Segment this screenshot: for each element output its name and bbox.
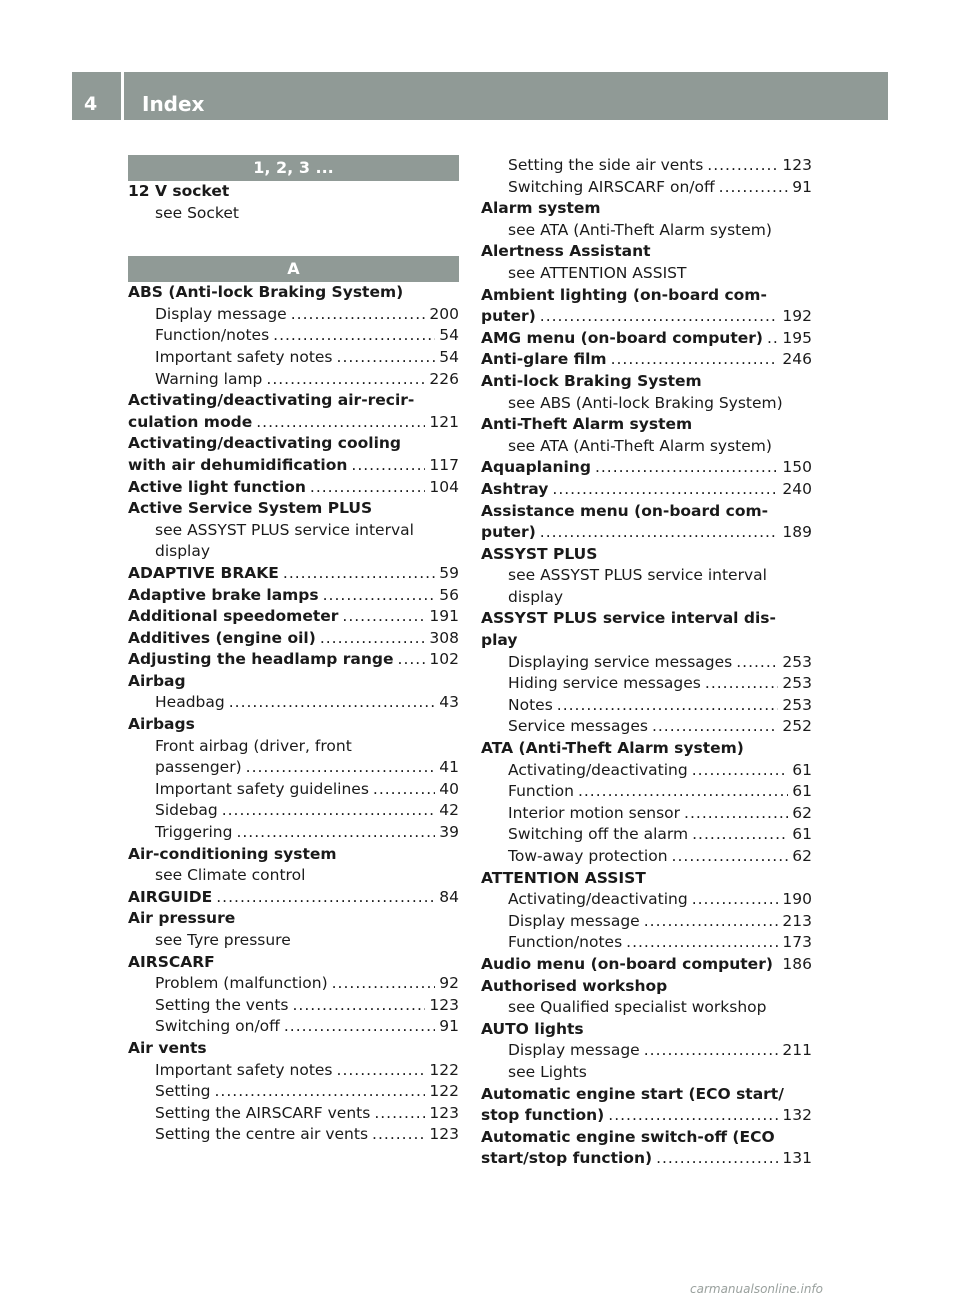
page-reference[interactable]: 61	[792, 782, 812, 801]
subentry-label: Setting the AIRSCARF vents	[155, 1103, 371, 1122]
index-subentry	[481, 565, 812, 587]
dot-leader	[373, 779, 435, 801]
index-subentry	[481, 1062, 812, 1084]
index-subentry	[481, 436, 812, 458]
index-entry	[481, 738, 812, 760]
entry-label: puter)	[481, 307, 536, 326]
index-column-right	[481, 155, 812, 1170]
index-entry	[481, 608, 812, 630]
entry-label: Air vents	[128, 1038, 207, 1057]
index-subentry	[128, 304, 459, 326]
subentry-label: Notes	[508, 695, 553, 714]
index-entry	[481, 241, 812, 263]
index-entry	[128, 844, 459, 866]
index-entry	[128, 585, 459, 607]
index-subentry	[481, 673, 812, 695]
section-heading: A	[128, 256, 459, 282]
page-reference[interactable]: 308	[429, 628, 459, 647]
index-subentry	[481, 846, 812, 868]
dot-leader	[310, 477, 426, 499]
subentry-label: see Qualified specialist workshop	[508, 998, 767, 1017]
index-subentry	[481, 263, 812, 285]
page-reference[interactable]: 195	[782, 328, 812, 347]
entry-label: ADAPTIVE BRAKE	[128, 563, 279, 582]
dot-leader	[644, 1040, 779, 1062]
subentry-label: Tow-away protection	[508, 847, 668, 865]
page-reference[interactable]: 39	[439, 823, 459, 842]
dot-leader	[216, 887, 435, 909]
subentry-label: Important safety notes	[155, 1060, 333, 1079]
subentry-label: Interior motion sensor	[508, 803, 681, 822]
subentry-label: see ASSYST PLUS service interval	[155, 520, 414, 539]
page-reference[interactable]: 191	[429, 607, 459, 626]
entry-label: Activating/deactivating air-recir-	[128, 391, 415, 410]
dot-leader	[552, 479, 778, 501]
entry-label: AIRSCARF	[128, 952, 215, 971]
page-header	[72, 72, 888, 120]
index-entry	[481, 1148, 812, 1170]
dot-leader	[656, 1148, 778, 1170]
index-subentry	[481, 1040, 812, 1062]
entry-label: Alarm system	[481, 199, 601, 218]
dot-leader	[256, 412, 425, 434]
subentry-label: see ATA (Anti-Theft Alarm system)	[508, 220, 772, 239]
subentry-label: see ASSYST PLUS service interval	[508, 566, 767, 585]
entry-label: Anti-lock Braking System	[481, 371, 702, 390]
page-reference[interactable]: 123	[429, 1103, 459, 1122]
page-reference[interactable]: 192	[782, 307, 812, 326]
dot-leader	[342, 606, 425, 628]
index-subentry	[128, 325, 459, 347]
dot-leader	[692, 889, 779, 911]
page-reference[interactable]: 42	[439, 801, 459, 820]
index-entry	[128, 563, 459, 585]
index-entry	[481, 349, 812, 371]
dot-leader	[332, 973, 436, 995]
page-reference[interactable]: 104	[429, 477, 459, 496]
entry-label: Authorised workshop	[481, 976, 668, 995]
index-entry	[481, 544, 812, 566]
index-subentry	[128, 1081, 459, 1103]
page-reference[interactable]: 252	[782, 717, 812, 736]
page-reference[interactable]: 91	[439, 1017, 459, 1036]
index-subentry	[128, 973, 459, 995]
index-entry	[128, 477, 459, 499]
dot-leader	[337, 1060, 426, 1082]
page-reference[interactable]: 150	[782, 458, 812, 477]
entry-label: Air-conditioning system	[128, 844, 337, 863]
subentry-label: Function/notes	[155, 326, 270, 345]
index-entry	[481, 1084, 812, 1106]
index-entry	[128, 181, 459, 203]
dot-leader	[626, 932, 778, 954]
subentry-label: Activating/deactivating	[508, 890, 688, 909]
index-subentry	[128, 736, 459, 758]
index-entry	[481, 479, 812, 501]
entry-label: Additives (engine oil)	[128, 628, 316, 647]
index-entry	[128, 282, 459, 304]
index-subentry	[128, 1060, 459, 1082]
index-subentry	[128, 1124, 459, 1146]
index-subentry	[481, 911, 812, 933]
page-reference[interactable]: 132	[782, 1106, 812, 1125]
index-subentry	[481, 695, 812, 717]
subentry-label: see Climate control	[155, 866, 306, 885]
entry-label: Assistance menu (on-board com-	[481, 501, 769, 520]
dot-leader	[705, 673, 779, 695]
index-subentry	[128, 757, 459, 779]
entry-label: Air pressure	[128, 909, 236, 928]
page-reference[interactable]: 62	[792, 847, 812, 865]
page-reference[interactable]: 61	[792, 760, 812, 779]
subentry-label: Activating/deactivating	[508, 760, 688, 779]
subentry-label: see ATA (Anti-Theft Alarm system)	[508, 436, 772, 455]
dot-leader	[540, 522, 779, 544]
dot-leader	[323, 585, 436, 607]
dot-leader	[672, 846, 789, 868]
entry-label: culation mode	[128, 412, 253, 431]
page-reference[interactable]: 253	[782, 652, 812, 671]
index-entry	[128, 433, 459, 455]
index-subentry	[481, 220, 812, 242]
page-reference[interactable]: 131	[782, 1149, 812, 1168]
entry-label: Audio menu (on-board computer)	[481, 954, 773, 973]
entry-label: Airbags	[128, 715, 195, 734]
subentry-label: Headbag	[155, 693, 225, 712]
index-subentry	[481, 932, 812, 954]
dot-leader	[398, 649, 426, 671]
index-subentry	[128, 203, 459, 225]
dot-leader	[284, 1016, 435, 1038]
subentry-label: Important safety notes	[155, 347, 333, 366]
dot-leader	[736, 652, 778, 674]
subentry-label: Displaying service messages	[508, 652, 733, 671]
subentry-label: see Tyre pressure	[155, 931, 291, 949]
index-subentry	[481, 781, 812, 803]
dot-leader	[246, 757, 436, 779]
index-entry	[481, 976, 812, 998]
index-entry	[128, 606, 459, 628]
page-reference[interactable]: 190	[782, 890, 812, 909]
page-reference[interactable]: 253	[782, 674, 812, 693]
index-subentry	[481, 997, 812, 1019]
index-subentry	[128, 369, 459, 391]
subentry-label: Important safety guidelines	[155, 779, 369, 798]
index-entry	[128, 649, 459, 671]
entry-label: AUTO lights	[481, 1019, 584, 1038]
page-reference[interactable]: 91	[792, 177, 812, 196]
entry-label: ABS (Anti-lock Braking System)	[128, 283, 404, 302]
dot-leader	[707, 155, 778, 177]
entry-label: Adjusting the headlamp range	[128, 650, 394, 669]
dot-leader	[222, 800, 436, 822]
subentry-label: Setting the centre air vents	[155, 1125, 369, 1144]
entry-label: Anti-Theft Alarm system	[481, 415, 693, 434]
subentry-label: Sidebag	[155, 801, 218, 820]
entry-label: 12 V socket	[128, 182, 230, 200]
page-reference[interactable]: 59	[439, 563, 459, 582]
page-reference[interactable]: 54	[439, 326, 459, 345]
dot-leader	[557, 695, 779, 717]
index-subentry	[128, 520, 459, 542]
index-subentry	[481, 760, 812, 782]
entry-label: Ambient lighting (on-board com-	[481, 285, 767, 304]
subentry-label: Display message	[508, 1041, 640, 1060]
index-entry	[481, 630, 812, 652]
index-entry	[128, 498, 459, 520]
dot-leader	[608, 1105, 778, 1127]
entry-label: with air dehumidification	[128, 455, 348, 474]
index-entry	[128, 455, 459, 477]
entry-label: AMG menu (on-board computer)	[481, 328, 763, 347]
index-entry	[481, 1019, 812, 1041]
index-subentry	[481, 155, 812, 177]
dot-leader	[644, 911, 779, 933]
entry-label: ASSYST PLUS service interval dis-	[481, 609, 776, 628]
dot-leader	[595, 457, 778, 479]
entry-label: Active Service System PLUS	[128, 499, 373, 518]
subentry-label: Front airbag (driver, front	[155, 736, 352, 755]
page-reference[interactable]: 200	[429, 304, 459, 323]
dot-leader	[266, 369, 425, 391]
entry-label: Automatic engine start (ECO start/	[481, 1084, 784, 1103]
index-subentry	[128, 779, 459, 801]
index-subentry	[128, 865, 459, 887]
entry-label: puter)	[481, 523, 536, 542]
index-entry	[481, 414, 812, 436]
subentry-label: passenger)	[155, 758, 242, 777]
index-entry	[481, 371, 812, 393]
index-entry	[128, 412, 459, 434]
page-reference[interactable]: 43	[439, 693, 459, 712]
page-reference[interactable]: 246	[782, 350, 812, 369]
page-number: 4	[72, 72, 124, 120]
index-entry	[481, 285, 812, 307]
index-entry	[481, 328, 812, 350]
entry-label: Activating/deactivating cooling	[128, 434, 402, 453]
index-entry	[481, 306, 812, 328]
entry-label: ATTENTION ASSIST	[481, 868, 646, 887]
page-reference[interactable]: 211	[782, 1041, 812, 1060]
index-entry	[128, 952, 459, 974]
index-subentry	[128, 1103, 459, 1125]
index-subentry	[128, 541, 459, 563]
index-entry	[128, 908, 459, 930]
dot-leader	[374, 1103, 425, 1125]
subentry-label: Switching off the alarm	[508, 825, 689, 844]
page-reference[interactable]: 173	[782, 933, 812, 952]
page-reference[interactable]: 61	[792, 825, 812, 844]
page-reference[interactable]: 62	[792, 803, 812, 822]
page-title: Index	[142, 92, 205, 116]
subentry-label: Display message	[508, 911, 640, 930]
dot-leader	[351, 455, 425, 477]
subentry-label: display	[155, 542, 211, 561]
dot-leader	[611, 349, 779, 371]
page-reference[interactable]: 226	[429, 369, 459, 388]
subentry-label: Setting the vents	[155, 995, 289, 1014]
entry-label: play	[481, 631, 518, 650]
dot-leader	[692, 760, 789, 782]
index-entry	[481, 522, 812, 544]
subentry-label: Hiding service messages	[508, 674, 701, 693]
index-entry	[481, 501, 812, 523]
subentry-label: Problem (malfunction)	[155, 974, 328, 993]
page-reference[interactable]: 54	[439, 347, 459, 366]
subentry-label: Display message	[155, 304, 287, 323]
watermark: carmanualsonline.info	[690, 1282, 824, 1296]
subentry-label: Switching on/off	[155, 1017, 280, 1036]
index-subentry	[128, 1016, 459, 1038]
entry-label: start/stop function)	[481, 1149, 653, 1168]
dot-leader	[578, 781, 788, 803]
page-reference[interactable]: 117	[429, 455, 459, 474]
index-subentry	[481, 652, 812, 674]
dot-leader	[684, 803, 788, 825]
subentry-label: see ABS (Anti-lock Braking System)	[508, 393, 783, 412]
page-reference[interactable]: 92	[439, 974, 459, 993]
subentry-label: Function/notes	[508, 933, 623, 952]
dot-leader	[291, 304, 426, 326]
entry-label: ASSYST PLUS	[481, 544, 598, 563]
entry-label: Anti-glare film	[481, 350, 607, 369]
index-subentry	[128, 692, 459, 714]
index-entry	[481, 1127, 812, 1149]
page-reference[interactable]: 123	[782, 156, 812, 174]
index-entry	[128, 671, 459, 693]
dot-leader	[540, 306, 779, 328]
subentry-label: see ATTENTION ASSIST	[508, 263, 687, 282]
index-entry	[128, 887, 459, 909]
dot-leader	[767, 328, 778, 350]
dot-leader	[229, 692, 436, 714]
entry-label: ATA (Anti-Theft Alarm system)	[481, 739, 744, 758]
subentry-label: Switching AIRSCARF on/off	[508, 177, 715, 196]
dot-leader	[215, 1081, 426, 1103]
subentry-label: display	[508, 587, 564, 606]
section-spacer	[128, 224, 459, 256]
page-reference[interactable]: 56	[439, 585, 459, 604]
entry-label: Active light function	[128, 477, 306, 496]
index-subentry	[128, 347, 459, 369]
index-subentry	[128, 822, 459, 844]
index-entry	[481, 954, 812, 976]
dot-leader	[777, 954, 778, 976]
index-subentry	[481, 803, 812, 825]
index-entry	[481, 868, 812, 890]
index-subentry	[481, 393, 812, 415]
page-reference[interactable]: 189	[782, 523, 812, 542]
page-reference[interactable]: 123	[429, 1125, 459, 1144]
dot-leader	[273, 325, 435, 347]
entry-label: Airbag	[128, 671, 186, 690]
index-entry	[128, 390, 459, 412]
index-subentry	[128, 800, 459, 822]
subentry-label: see Lights	[508, 1062, 587, 1081]
subentry-label: Function	[508, 782, 574, 801]
page-reference[interactable]: 186	[782, 954, 812, 973]
index-entry	[128, 714, 459, 736]
dot-leader	[292, 995, 425, 1017]
dot-leader	[372, 1124, 425, 1146]
entry-label: Automatic engine switch-off (ECO	[481, 1127, 775, 1146]
subentry-label: Triggering	[155, 823, 233, 842]
subentry-label: Warning lamp	[155, 369, 263, 388]
page-reference[interactable]: 240	[782, 479, 812, 498]
index-subentry	[481, 824, 812, 846]
page-reference[interactable]: 123	[429, 995, 459, 1014]
subentry-label: Setting the side air vents	[508, 156, 704, 174]
page-reference[interactable]: 41	[439, 758, 459, 777]
entry-label: Alertness Assistant	[481, 242, 651, 261]
dot-leader	[236, 822, 435, 844]
page-reference[interactable]: 40	[439, 779, 459, 798]
section-heading: 1, 2, 3 ...	[128, 155, 459, 181]
index-subentry	[481, 716, 812, 738]
index-subentry	[128, 995, 459, 1017]
subentry-label: Service messages	[508, 717, 648, 736]
page-reference[interactable]: 102	[429, 650, 459, 669]
index-subentry	[481, 587, 812, 609]
entry-label: stop function)	[481, 1106, 605, 1125]
page-reference[interactable]: 122	[429, 1082, 459, 1101]
page-reference[interactable]: 213	[782, 911, 812, 930]
page-reference[interactable]: 121	[429, 412, 459, 431]
dot-leader	[692, 824, 788, 846]
page-reference[interactable]: 253	[782, 695, 812, 714]
dot-leader	[320, 628, 426, 650]
entry-label: Ashtray	[481, 479, 549, 498]
dot-leader	[652, 716, 778, 738]
index-entry	[481, 457, 812, 479]
index-entry	[128, 1038, 459, 1060]
index-column-left	[128, 155, 459, 1146]
index-entry	[481, 198, 812, 220]
subentry-label: see Socket	[155, 203, 239, 222]
entry-label: Adaptive brake lamps	[128, 585, 319, 604]
index-entry	[128, 628, 459, 650]
index-entry	[481, 1105, 812, 1127]
dot-leader	[283, 563, 435, 585]
entry-label: Additional speedometer	[128, 607, 339, 626]
page-reference[interactable]: 84	[439, 887, 459, 906]
entry-label: AIRGUIDE	[128, 887, 213, 906]
entry-label: Aquaplaning	[481, 458, 591, 477]
dot-leader	[337, 347, 436, 369]
dot-leader	[719, 177, 789, 199]
index-subentry	[481, 177, 812, 199]
page-reference[interactable]: 122	[429, 1060, 459, 1079]
index-subentry	[481, 889, 812, 911]
subentry-label: Setting	[155, 1082, 211, 1101]
index-subentry	[128, 930, 459, 952]
